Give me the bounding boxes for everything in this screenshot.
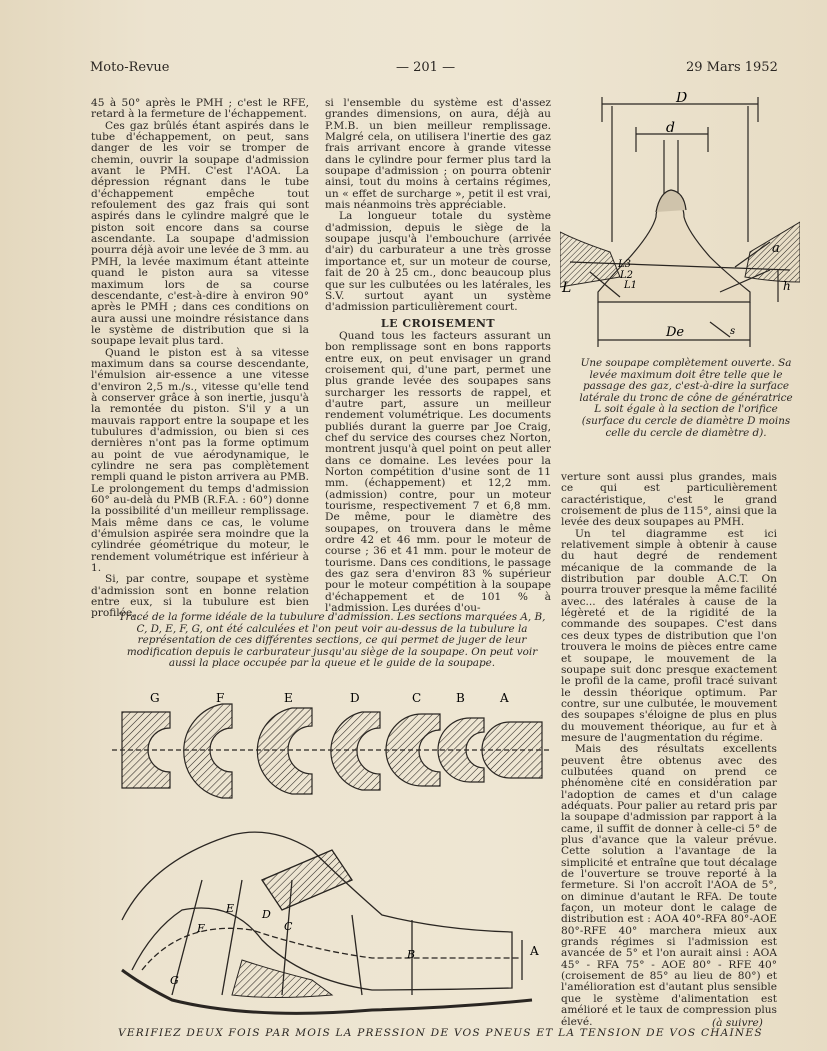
paragraph: Quand le piston est à sa vitesse maximum dans sa course descendante, l'émulsion air-essence a une vitesse d'environ 2,5 m./s., vitesse qu'elle tend à conserver grâce à son inertie, jusqu'à la remontée du piston. S'il y a un mauvais rapport entre la soupape et les tubulures d'admission, ou bien si ces dernières n'ont pas la forme optimum au point de vue aérodynamique, le cylindre ne sera pas complètement rempli quand le piston arrivera au PMB. Le prolongement du temps d'admission 60° au-delà du PMB (R.F.A. : 60°) donne la possibilité d'un meilleur remplissage. Mais même dans ce cas, le volume d'émulsion aspirée sera moindre que la cylindrée géométrique du moteur, le rendement volumétrique est inférieur à 1. bbox=[91, 346, 309, 575]
tube-label-F: F bbox=[197, 922, 205, 935]
paragraph: Si, par contre, soupape et système d'admission sont en bonne relation entre eux, si la tubulure est bien profilée, bbox=[91, 573, 309, 620]
section-letter-G: G bbox=[150, 691, 160, 705]
label-d: d bbox=[666, 120, 675, 136]
paragraph: 45 à 50° après le PMH ; c'est le RFE, retard à la fermeture de l'échappement. bbox=[91, 97, 309, 121]
paragraph: La longueur totale du système d'admission, depuis le siège de la soupape jusqu'à l'embouchure (arrivée d'air) du carburateur a une très grosse importance et, sur un moteur de course, fait de 20 à 25 cm., donc beaucoup plus que sur les culbutées ou les latérales, les S.V. surtout ayant un système d'admission particulièrement court. bbox=[325, 210, 551, 314]
valve-diagram-caption: Une soupape complètement ouverte. Sa levée maximum doit être telle que le passage des gaz, c'est-à-dire la surface latérale du tronc de cône de génératrice L soit égale à la section de l'orifice (surface du cercle de diamètre D moins celle du cercle de diamètre d). bbox=[579, 357, 793, 439]
tube-upper-wall bbox=[122, 832, 512, 960]
tube-wall-hatch bbox=[232, 960, 332, 998]
header-date: 29 Mars 1952 bbox=[686, 60, 778, 75]
section-F bbox=[184, 704, 232, 798]
label-a: a bbox=[772, 241, 780, 256]
section-letter-F: F bbox=[216, 691, 225, 705]
section-letter-A: A bbox=[500, 691, 509, 705]
text-column-2 bbox=[325, 98, 551, 614]
label-L: L bbox=[562, 280, 572, 296]
section-E bbox=[257, 708, 312, 794]
tube-label-G: G bbox=[170, 974, 179, 987]
sections-diagram bbox=[112, 688, 552, 818]
tube-label-E: E bbox=[226, 902, 235, 915]
section-A bbox=[482, 722, 542, 778]
section-D bbox=[331, 712, 380, 790]
tube-label-C: C bbox=[284, 920, 293, 933]
text-column-3 bbox=[561, 472, 777, 1028]
section-C bbox=[386, 714, 440, 786]
label-De: De bbox=[666, 325, 685, 340]
tube-label-A: A bbox=[530, 944, 539, 958]
paragraph: Mais des résultats excellents peuvent être obtenus avec des culbutées quand on prend ce phénomène cité en considération par l'adoption de cames et d'un calage adéquats. Pour palier au retard pris par la soupape d'admission par rapport à la came, il suffit de donner à celle-ci 5° de plus d'avance que la valeur prévue. Cette solution a l'avantage de la simplicité et entraîne que tout décalage de l'ouverture se trouve reporté à la fermeture. Si l'on accroît l'AOA de 5°, on diminue d'autant le RFA. De toute façon, un moteur dont le calage de distribution est : AOA 40°-RFA 80°-AOE 80°-RFE 40° marchera mieux aux grands régimes si l'admission est avancée de 5° et l'on aurait ainsi : AOA 45° - RFA 75° - AOE 80° - RFE 40° (croisement de 85° au lieu de 80°) et l'amélioration est d'autant plus sensible que le système d'alimentation est amélioré et le taux de compression plus élevé. bbox=[561, 743, 777, 1028]
tube-label-D: D bbox=[262, 908, 271, 921]
section-B bbox=[438, 718, 484, 782]
footer-slogan: VERIFIEZ DEUX FOIS PAR MOIS LA PRESSION DE VOS PNEUS ET LA TENSION DE VOS CHAINES bbox=[118, 1027, 763, 1039]
paragraph: Ces gaz brûlés étant aspirés dans le tube d'échappement, on peut, sans danger de les voir se tromper de chemin, ouvrir la soupape d'admission avant le PMH. C'est l'AOA. La dépression régnant dans le tube d'échappement empêche tout refoulement des gaz frais qui sont aspirés dans le cylindre malgré que le piston soit encore dans sa course ascendante. La soupape d'admission pourra déjà avoir une levée de 3 mm. au PMH, la levée maximum étant atteinte quand le piston aura sa vitesse maximum lors de sa course descendante, c'est-à-dire à environ 90° après le PMH ; dans ces conditions on aura aussi une moindre résistance dans le système de distribution que si la soupape levait plus tard. bbox=[91, 119, 309, 348]
valve-guide bbox=[262, 850, 352, 910]
section-heading: LE CROISEMENT bbox=[380, 316, 496, 330]
section-letter-D: D bbox=[350, 691, 360, 705]
tube-label-B: B bbox=[407, 948, 416, 961]
text-column-1 bbox=[91, 98, 309, 620]
seat-left bbox=[560, 232, 620, 287]
label-s: s bbox=[730, 326, 736, 337]
label-L2: L2 bbox=[620, 270, 634, 281]
section-letter-E: E bbox=[284, 691, 293, 705]
to-be-continued: (à suivre) bbox=[712, 1017, 763, 1029]
header-page-number: — 201 — bbox=[396, 60, 456, 75]
label-D: D bbox=[676, 92, 688, 106]
section-letter-B: B bbox=[456, 691, 465, 705]
label-L3: L3 bbox=[618, 259, 632, 270]
paragraph: si l'ensemble du système est d'assez grandes dimensions, on aura, déjà au P.M.B. un bien meilleur remplissage. Malgré cela, on utilisera l'inertie des gaz frais arrivant encore à grande vitesse dans le cylindre pour fermer plus tard la soupape d'admission ; on pourra obtenir ainsi, tout du moins à certains régimes, un « effet de surcharge », petit il est vrai, mais néanmoins très appréciable. bbox=[325, 97, 551, 212]
valve-diagram bbox=[560, 92, 800, 357]
label-L1: L1 bbox=[624, 280, 638, 291]
tube-diagram-caption: Tracé de la forme idéale de la tubulure d'admission. Les sections marquées A, B, C, D, E, F, G, ont été calculées et l'on peut voir au-dessus de la tubulure la représentation de ces différentes sections, ce qui permet de juger de leur modification depuis le carburateur jusqu'au siège de la soupape. On peut voir aussi la place occupée par la queue et le guide de la soupape. bbox=[118, 611, 546, 670]
header-magazine-name: Moto-Revue bbox=[90, 60, 170, 75]
paragraph: verture sont aussi plus grandes, mais ce qui est particulièrement caractéristique, c'est le grand croisement de plus de 115°, ainsi que la levée des deux soupapes au PMH. bbox=[561, 471, 777, 529]
paragraph: Quand tous les facteurs assurant un bon remplissage sont en bons rapports entre eux, on peut envisager un grand croisement qui, d'une part, permet une plus grande levée des soupapes sans surcharger les ressorts de rappel, et d'autre part, assure un meilleur rendement volumétrique. Les documents publiés durant la guerre par Joe Craig, chef du service des courses chez Norton, montrent jusqu'à quel point on peut aller dans ce domaine. Les levées pour la Norton compétition d'usine sont de 11 mm. (échappement) et 12,2 mm. (admission) contre, pour un moteur tourisme, respectivement 7 et 6,8 mm. De même, pour le diamètre des soupapes, on trouvera dans le même ordre 42 et 46 mm. pour le moteur de course ; 36 et 41 mm. pour le moteur de tourisme. Dans ces conditions, le passage des gaz sera d'environ 83 % supérieur pour le moteur compétition à la soupape d'échappement et de 101 % à l'admission. Les durées d'ou- bbox=[325, 329, 551, 615]
paragraph: Un tel diagramme est ici relativement simple à obtenir à cause du haut degré de rendement mécanique de la commande de la distribution par double A.C.T. On pourra trouver presque la même facilité avec... des latérales à cause de la légèreté et de la rigidité de la commande des soupapes. C'est dans ces deux types de distribution que l'on trouvera le moins de pièces entre came et soupape, le mouvement de la soupape suit donc presque exactement le profil de la came, profil tracé suivant le dessin théorique optimum. Par contre, sur une culbutée, le mouvement des soupapes s'éloigne de plus en plus du mouvement théorique, au fur et à mesure de l'augmentation du régime. bbox=[561, 527, 777, 744]
label-h: h bbox=[783, 279, 791, 293]
section-letter-C: C bbox=[412, 691, 422, 705]
tube-profile-diagram bbox=[112, 820, 557, 1025]
